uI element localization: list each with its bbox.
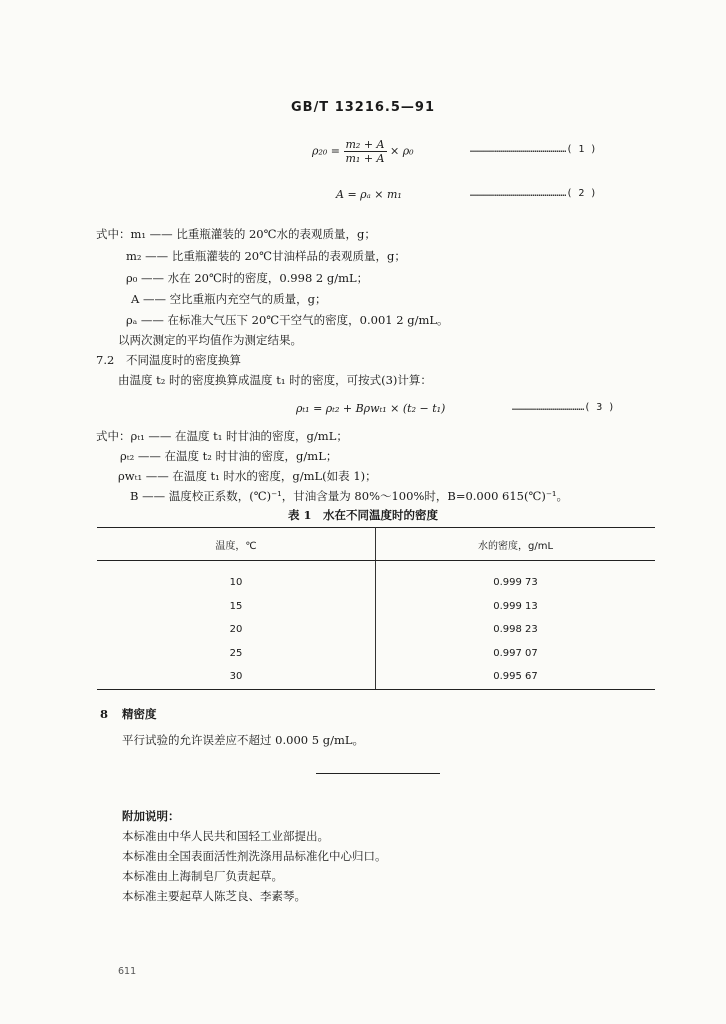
cell-temp: 20 (97, 618, 376, 642)
cell-density: 0.997 07 (493, 647, 538, 659)
page-number: 611 (118, 966, 137, 977)
def-m1: 式中：m₁ —— 比重瓶灌装的 20℃水的表观质量，g； (96, 227, 376, 241)
cell-density: 0.998 23 (493, 624, 538, 636)
section-8-title: 精密度 (122, 707, 157, 721)
header-density: 水的密度，g/mL (376, 528, 656, 561)
cell-temp: 15 (97, 595, 376, 619)
eq1-no: ( 1 ) (566, 144, 597, 155)
eq1-leader: ………………………………………… (470, 144, 567, 155)
table-row (97, 571, 655, 595)
result-note: 以两次测定的平均值作为测定结果。 (118, 333, 302, 347)
divider-rule (316, 773, 440, 774)
table-row (97, 665, 655, 689)
notes-line: 本标准由上海制皂厂负责起草。 (122, 869, 283, 883)
table-header-row (97, 528, 655, 561)
eq1-lhs: ρ₂₀ = (312, 144, 340, 158)
section-7-2-heading (96, 352, 241, 368)
notes-title: 附加说明： (122, 809, 180, 823)
notes-line: 本标准主要起草人陈芝良、李素琴。 (122, 889, 306, 903)
eq3-no: ( 3 ) (584, 402, 615, 413)
eq1-denominator: m₁ + A (345, 152, 385, 165)
water-density-table (97, 527, 655, 690)
cell-density: 0.999 13 (493, 600, 538, 612)
section-8-heading (100, 706, 157, 722)
table-caption: 表 1 水在不同温度时的密度 (287, 508, 438, 522)
def-rhoa: ρₐ —— 在标准大气压下 20℃干空气的密度，0.001 2 g/mL。 (126, 313, 449, 327)
eq2-number (470, 188, 596, 199)
eq3-leader: ……………………………… (512, 402, 585, 413)
cell-density: 0.995 67 (376, 665, 656, 689)
def-rho0: ρ₀ —— 水在 20℃时的密度，0.998 2 g/mL； (126, 271, 369, 285)
table-row (97, 618, 655, 642)
cell-density: 0.999 73 (493, 577, 538, 589)
table-row (97, 642, 655, 666)
cell-temp: 10 (97, 571, 376, 595)
cell-temp: 25 (97, 642, 376, 666)
cell-temp: 30 (97, 665, 376, 689)
section-7-2-number: 7.2 (96, 353, 115, 367)
def-b: B —— 温度校正系数，(℃)⁻¹，甘油含量为 80%～100%时，B=0.000 615(℃)⁻¹。 (130, 489, 569, 503)
notes-line: 本标准由中华人民共和国轻工业部提出。 (122, 829, 329, 843)
equation-1 (312, 138, 414, 165)
equation-2: A = ρₐ × m₁ (336, 188, 402, 201)
def-rho-t1: 式中：ρₜ₁ —— 在温度 t₁ 时甘油的密度，g/mL； (96, 429, 348, 443)
eq1-rhs: × ρ₀ (390, 144, 414, 158)
section-7-2-title: 不同温度时的密度换算 (125, 353, 241, 367)
def-rho-w: ρwₜ₁ —— 在温度 t₁ 时水的密度，g/mL(如表 1)； (118, 469, 377, 483)
eq1-numerator: m₂ + A (345, 138, 385, 151)
table-row (97, 595, 655, 619)
eq1-number (470, 144, 596, 155)
eq2-leader: ………………………………………… (470, 188, 567, 199)
header-temperature: 温度，℃ (97, 528, 376, 561)
def-rho-t2: ρₜ₂ —— 在温度 t₂ 时甘油的密度，g/mL； (120, 449, 338, 463)
notes-line: 本标准由全国表面活性剂洗涤用品标准化中心归口。 (122, 849, 387, 863)
section-8-text: 平行试验的允许误差应不超过 0.000 5 g/mL。 (122, 733, 364, 747)
table-spacer (97, 561, 655, 572)
document-header: GB/T 13216.5—91 (290, 100, 436, 115)
eq3-number (512, 402, 614, 413)
equation-3: ρₜ₁ = ρₜ₂ + Bρwₜ₁ × (t₂ − t₁) (296, 402, 446, 415)
section-8-number: 8 (100, 707, 109, 721)
eq2-no: ( 2 ) (566, 188, 597, 199)
eq1-fraction (344, 138, 387, 165)
def-a: A —— 空比重瓶内充空气的质量，g； (131, 292, 327, 306)
section-7-2-intro: 由温度 t₂ 时的密度换算成温度 t₁ 时的密度，可按式(3)计算： (118, 373, 432, 387)
def-m2: m₂ —— 比重瓶灌装的 20℃甘油样品的表观质量，g； (126, 249, 406, 263)
